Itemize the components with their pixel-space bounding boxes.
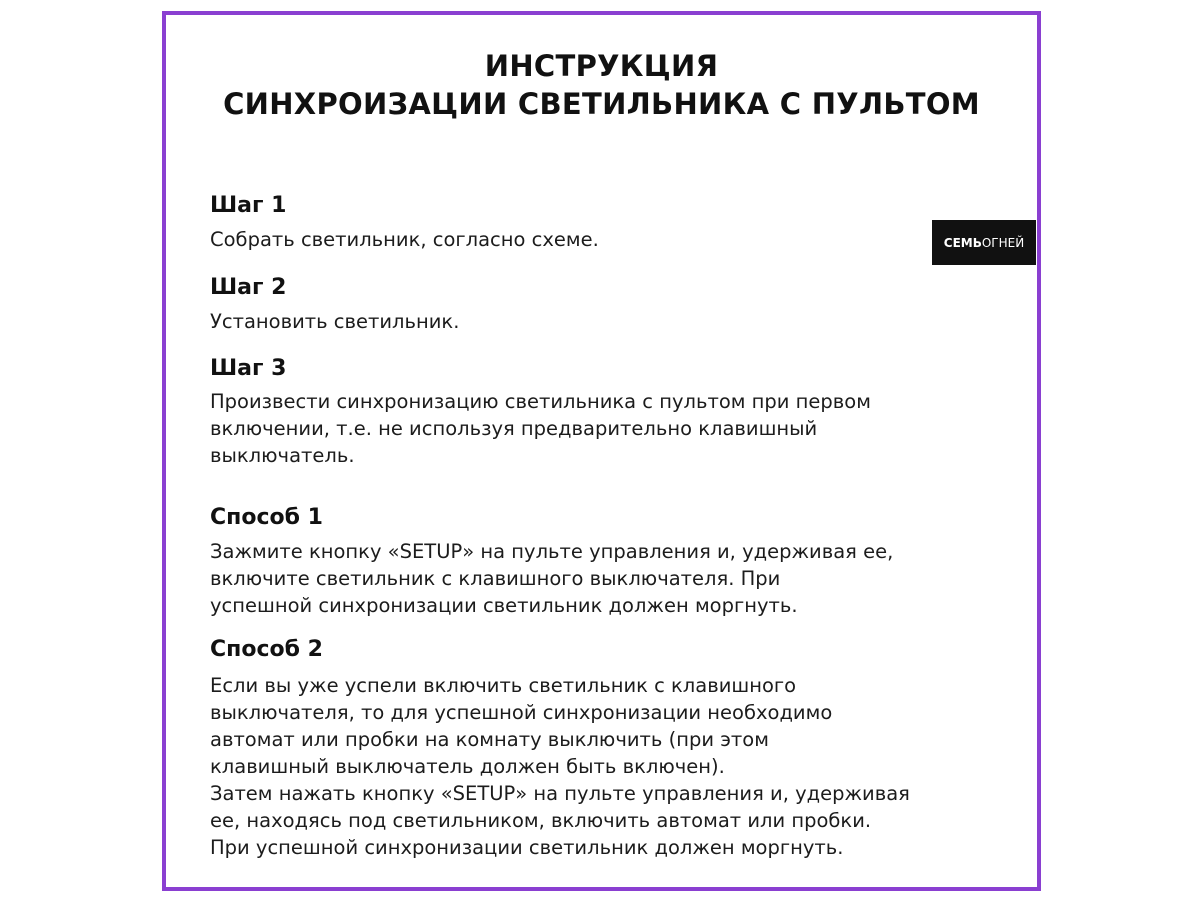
step-2-line-1: Установить светильник. bbox=[210, 310, 460, 333]
instruction-card bbox=[162, 11, 1041, 891]
method-2-line-7: При успешной синхронизации светильник должен моргнуть. bbox=[210, 836, 844, 859]
method-1-line-1: Зажмите кнопку «SETUP» на пульте управления и, удерживая ее, bbox=[210, 540, 894, 563]
step-1-line-1: Собрать светильник, согласно схеме. bbox=[210, 228, 599, 251]
step-3-line-1: Произвести синхронизацию светильника с пультом при первом bbox=[210, 390, 871, 413]
method-2-text bbox=[210, 672, 1030, 861]
method-1-line-2: включите светильник с клавишного выключателя. При bbox=[210, 567, 781, 590]
logo-part-2: ОГНЕЙ bbox=[981, 235, 1025, 250]
step-2-text bbox=[210, 308, 1030, 335]
page-title bbox=[166, 47, 1037, 123]
method-2-line-4: клавишный выключатель должен быть включен). bbox=[210, 755, 725, 778]
step-2-heading: Шаг 2 bbox=[210, 275, 287, 300]
method-2-line-3: автомат или пробки на комнату выключить (при этом bbox=[210, 728, 769, 751]
method-1-line-3: успешной синхронизации светильник должен моргнуть. bbox=[210, 594, 798, 617]
title-line-1: ИНСТРУКЦИЯ bbox=[484, 49, 719, 83]
method-2-line-1: Если вы уже успели включить светильник с клавишного bbox=[210, 674, 797, 697]
step-3-line-2: включении, т.е. не используя предварительно клавишный bbox=[210, 417, 818, 440]
step-1-text bbox=[210, 226, 1030, 253]
method-1-heading: Способ 1 bbox=[210, 505, 323, 530]
logo-part-1: СЕМЬ bbox=[943, 235, 982, 250]
method-2-heading: Способ 2 bbox=[210, 637, 323, 662]
method-2-line-2: выключателя, то для успешной синхронизации необходимо bbox=[210, 701, 833, 724]
step-3-text bbox=[210, 388, 1030, 469]
instruction-content bbox=[210, 192, 1030, 861]
step-3-heading: Шаг 3 bbox=[210, 356, 287, 381]
method-2-line-5: Затем нажать кнопку «SETUP» на пульте управления и, удерживая bbox=[210, 782, 910, 805]
step-3-line-3: выключатель. bbox=[210, 444, 355, 467]
method-1-text bbox=[210, 538, 1030, 619]
method-2-line-6: ее, находясь под светильником, включить автомат или пробки. bbox=[210, 809, 872, 832]
title-line-2: СИНХРОИЗАЦИИ СВЕТИЛЬНИКА С ПУЛЬТОМ bbox=[223, 87, 980, 121]
step-1-heading: Шаг 1 bbox=[210, 193, 287, 218]
